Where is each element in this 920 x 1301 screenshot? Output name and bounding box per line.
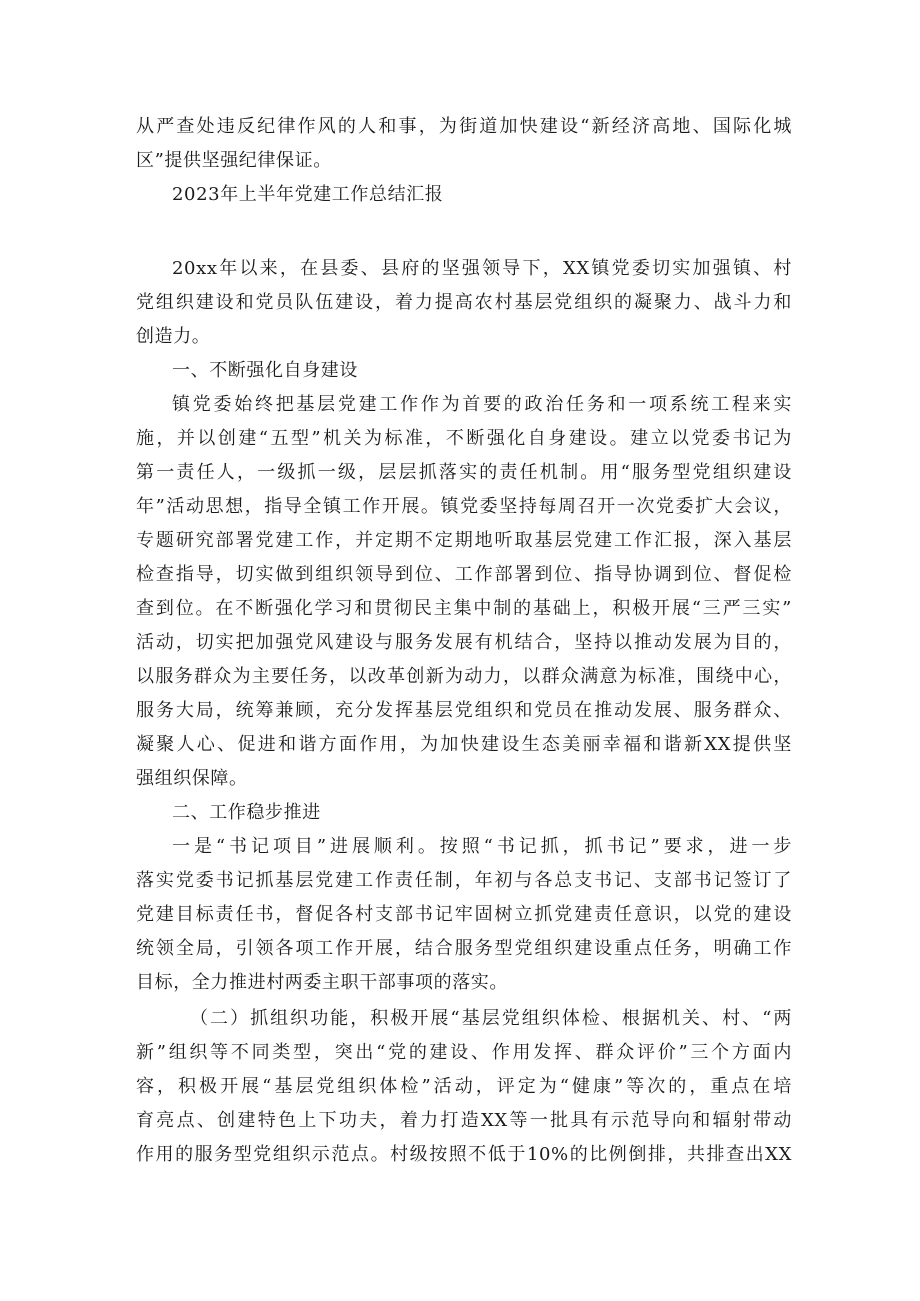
text-line: 以服务群众为主要任务，以改革创新为动力，以群众满意为标准，围绕中心， — [136, 666, 792, 687]
text-line: 活动，切实把加强党风建设与服务发展有机结合，坚持以推动发展为目的， — [136, 632, 792, 653]
text-line: 第一责任人，一级抓一级，层层抓落实的责任机制。用“服务型党组织建设 — [136, 462, 792, 483]
blank-gap — [136, 212, 792, 252]
text-line: 区”提供坚强纪律保证。 — [136, 150, 332, 171]
text-line: 创造力。 — [136, 326, 211, 347]
page-bottom-margin — [0, 1166, 920, 1301]
text-line: 作用的服务型党组织示范点。村级按照不低于10%的比例倒排，共排查出XX — [136, 1144, 792, 1165]
text-line: 从严查处违反纪律作风的人和事，为街道加快建设“新经济高地、国际化城 — [136, 116, 792, 137]
text-line: 党建目标责任书，督促各村支部书记牢固树立抓党建责任意识，以党的建设 — [136, 904, 792, 925]
text-line: 落实党委书记抓基层党建工作责任制，年初与各总支书记、支部书记签订了 — [136, 870, 792, 891]
text-line: 施，并以创建“五型”机关为标准，不断强化自身建设。建立以党委书记为 — [136, 428, 792, 449]
heading-1: 一、不断强化自身建设 — [172, 360, 358, 381]
text-line: 统领全局，引领各项工作开展，结合服务型党组织建设重点任务，明确工作 — [136, 938, 792, 959]
text-line: 新”组织等不同类型，突出“党的建设、作用发挥、群众评价”三个方面内 — [136, 1042, 792, 1063]
text-line: 镇党委始终把基层党建工作作为首要的政治任务和一项系统工程来实 — [172, 394, 792, 415]
text-line: 容，积极开展“基层党组织体检”活动，评定为“健康”等次的，重点在培 — [136, 1076, 792, 1097]
heading-2: 二、工作稳步推进 — [172, 802, 321, 823]
text-line: 育亮点、创建特色上下功夫，着力打造XX等一批具有示范导向和辐射带动 — [136, 1110, 792, 1131]
text-line: 年”活动思想，指导全镇工作开展。镇党委坚持每周召开一次党委扩大会议， — [136, 496, 792, 517]
text-line: 目标，全力推进村两委主职干部事项的落实。 — [136, 972, 508, 993]
text-line: 专题研究部署党建工作，并定期不定期地听取基层党建工作汇报，深入基层 — [136, 530, 792, 551]
text-line: 20xx年以来，在县委、县府的坚强领导下，XX镇党委切实加强镇、村 — [172, 258, 792, 279]
text-line: 服务大局，统筹兼顾，充分发挥基层党组织和党员在推动发展、服务群众、 — [136, 700, 792, 721]
text-line: （二）抓组织功能，积极开展“基层党组织体检、根据机关、村、“两 — [190, 1008, 792, 1029]
text-line: 检查指导，切实做到组织领导到位、工作部署到位、指导协调到位、督促检 — [136, 564, 792, 585]
text-line: 凝聚人心、促进和谐方面作用，为加快建设生态美丽幸福和谐新XX提供坚 — [136, 734, 792, 755]
text-line: 党组织建设和党员队伍建设，着力提高农村基层党组织的凝聚力、战斗力和 — [136, 292, 792, 313]
text-line: 一是“书记项目”进展顺利。按照“书记抓，抓书记”要求，进一步 — [172, 836, 792, 857]
text-line: 查到位。在不断强化学习和贯彻民主集中制的基础上，积极开展“三严三实” — [136, 598, 792, 619]
text-line: 强组织保障。 — [136, 768, 248, 789]
section-title: 2023年上半年党建工作总结汇报 — [172, 184, 444, 205]
